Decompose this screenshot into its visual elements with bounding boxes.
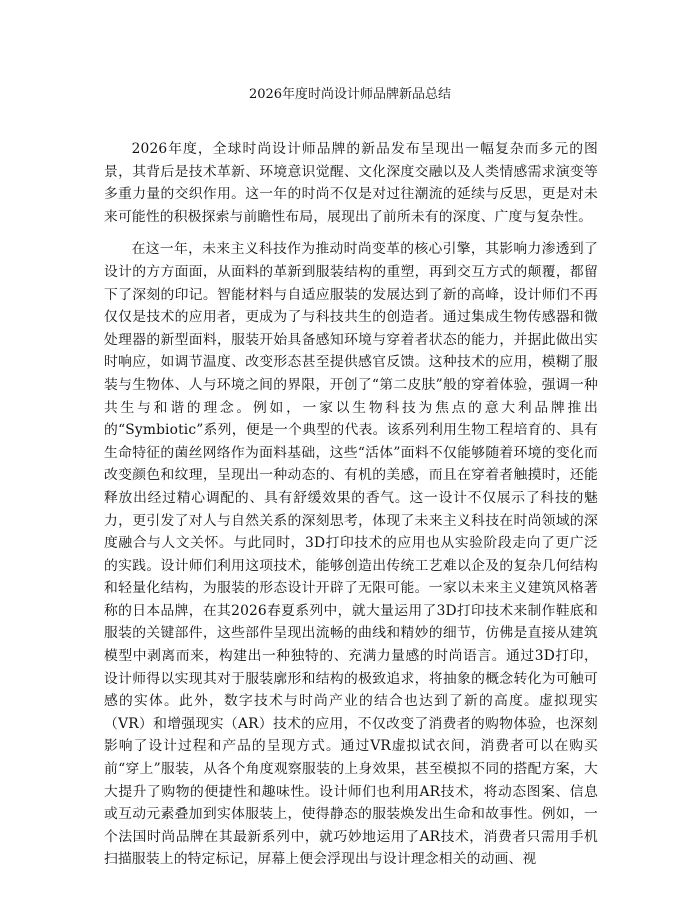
paragraph-intro: 2026年度，全球时尚设计师品牌的新品发布呈现出一幅复杂而多元的图景，其背后是技术革新、环境意识觉醒、文化深度交融以及人类情感需求演变等多重力量的交织作用。这一年的时尚不仅是对过往潮流的延续与反思，更是对未来可能性的积极探索与前瞻性布局，展现出了前所未有的深度、广度与复杂性。 bbox=[104, 141, 598, 225]
paragraph-technology: 在这一年，未来主义科技作为推动时尚变革的核心引擎，其影响力渗透到了设计的方方面面，从面料的革新到服装结构的重塑，再到交互方式的颠覆，都留下了深刻的印记。智能材料与自适应服装的发展达到了新的高峰，设计师们不再仅仅是技术的应用者，更成为了与科技共生的创造者。通过集成生物传感器和微处理器的新型面料，服装开始具备感知环境与穿着者状态的能力，并据此做出实时响应，如调节温度、改变形态甚至提供感官反馈。这种技术的应用，模糊了服装与生物体、人与环境之间的界限，开创了“第二皮肤”般的穿着体验，强调一种共生与和谐的理念。例如，一家以生物科技为焦点的意大利品牌推出的“Symbiotic”系列，便是一个典型的代表。该系列利用生物工程培育的、具有生命特征的菌丝网络作为面料基础，这些“活体”面料不仅能够随着环境的变化而改变颜色和纹理，呈现出一种动态的、有机的美感，而且在穿着者触摸时，还能释放出经过精心调配的、具有舒缓效果的香气。这一设计不仅展示了科技的魅力，更引发了对人与自然关系的深刻思考，体现了未来主义科技在时尚领域的深度融合与人文关怀。与此同时，3D打印技术的应用也从实验阶段走向了更广泛的实践。设计师们利用这项技术，能够创造出传统工艺难以企及的复杂几何结构和轻量化结构，为服装的形态设计开辟了无限可能。一家以未来主义建筑风格著称的日本品牌，在其2026春夏系列中，就大量运用了3D打印技术来制作鞋底和服装的关键部件，这些部件呈现出流畅的曲线和精妙的细节，仿佛是直接从建筑模型中剥离而来，构建出一种独特的、充满力量感的时尚语言。通过3D打印，设计师得以实现其对于服装廓形和结构的极致追求，将抽象的概念转化为可触可感的实体。此外，数字技术与时尚产业的结合也达到了新的高度。虚拟现实（VR）和增强现实（AR）技术的应用，不仅改变了消费者的购物体验，也深刻影响了设计过程和产品的呈现方式。通过VR虚拟试衣间，消费者可以在购买前“穿上”服装，从各个角度观察服装的上身效果，甚至模拟不同的搭配方案，大大提升了购物的便捷性和趣味性。设计师们也利用AR技术，将动态图案、信息或互动元素叠加到实体服装上，使得静态的服装焕发出生命和故事性。例如，一个法国时尚品牌在其最新系列中，就巧妙地运用了AR技术，消费者只需用手机扫描服装上的特定标记，屏幕上便会浮现出与设计理念相关的动画、视 bbox=[104, 241, 598, 868]
document-body bbox=[104, 138, 598, 881]
document-title: 2026年度时尚设计师品牌新品总结 bbox=[248, 87, 452, 102]
